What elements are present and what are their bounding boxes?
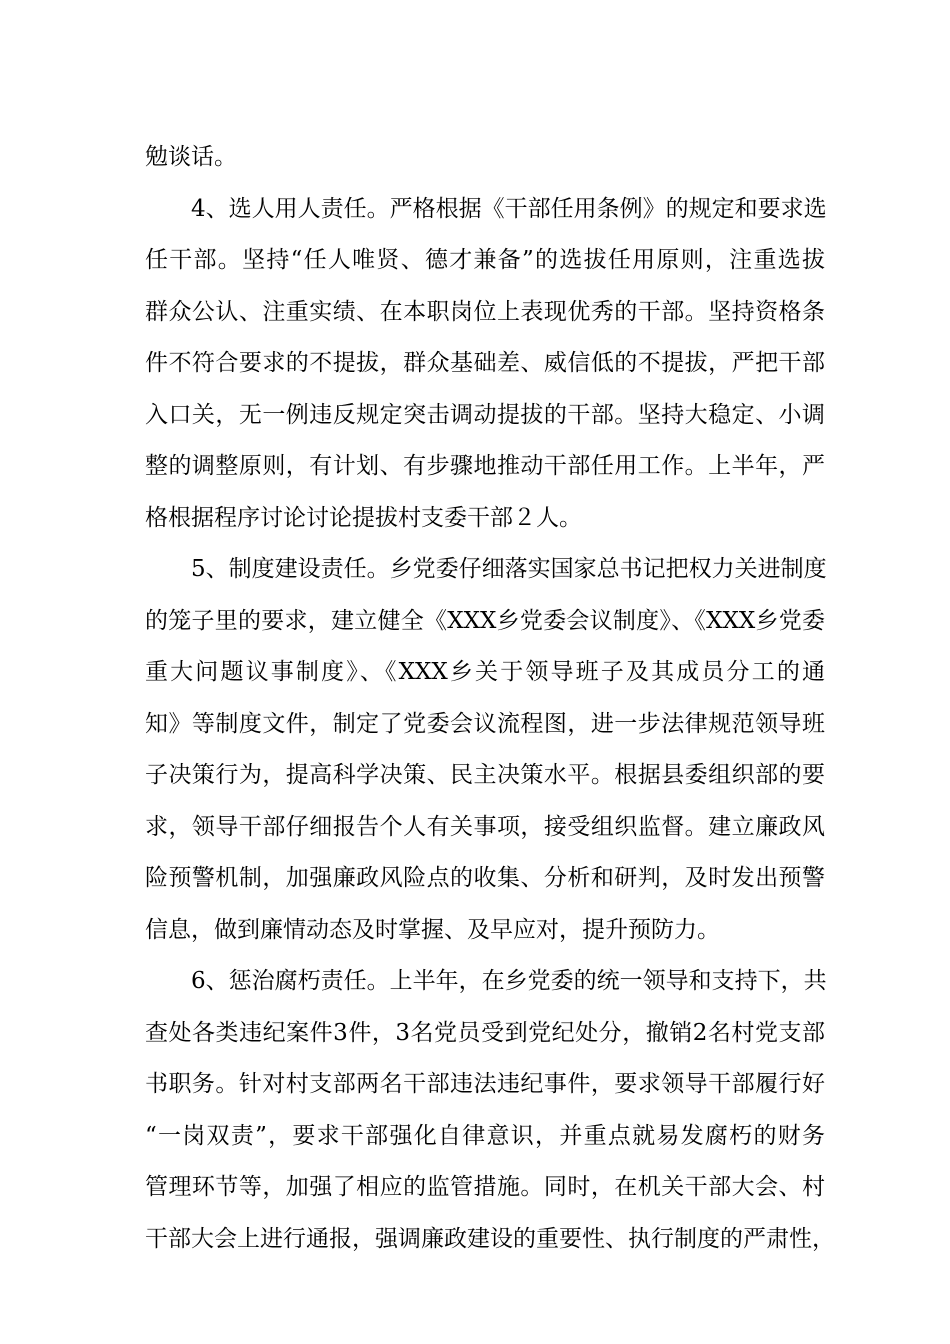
text-line: 6、惩治腐朽责任。上半年，在乡党委的统一领导和支持下，共 bbox=[191, 968, 827, 994]
text-line: 重大问题议事制度》、《XXX乡关于领导班子及其成员分工的通 bbox=[145, 659, 825, 685]
text-line: 任干部。坚持“任人唯贤、德才兼备”的选拔任用原则，注重选拔 bbox=[145, 247, 825, 273]
text-line: 知》等制度文件，制定了党委会议流程图，进一步法律规范领导班 bbox=[145, 710, 825, 737]
text-line: “一岗双责”，要求干部强化自律意识，并重点就易发腐朽的财务 bbox=[145, 1122, 825, 1149]
paragraph bbox=[145, 132, 825, 184]
paragraph bbox=[145, 544, 825, 956]
text-line: 信息，做到廉情动态及时掌握、及早应对，提升预防力。 bbox=[145, 916, 720, 943]
paragraph bbox=[145, 956, 835, 1265]
document-body bbox=[145, 132, 835, 1265]
text-line: 整的调整原则，有计划、有步骤地推动干部任用工作。上半年，严 bbox=[145, 453, 825, 479]
text-line: 5、制度建设责任。乡党委仔细落实国家总书记把权力关进制度 bbox=[191, 556, 827, 582]
text-line: 查处各类违纪案件3件，3名党员受到党纪处分，撤销2名村党支部 bbox=[145, 1019, 825, 1046]
text-line: 险预警机制，加强廉政风险点的收集、分析和研判，及时发出预警 bbox=[145, 865, 825, 891]
text-line: 管理环节等，加强了相应的监管措施。同时，在机关干部大会、村 bbox=[145, 1174, 825, 1200]
text-line: 的笼子里的要求，建立健全《XXX乡党委会议制度》、《XXX乡党委 bbox=[145, 607, 825, 634]
text-line: 求，领导干部仔细报告个人有关事项，接受组织监督。建立廉政风 bbox=[145, 813, 825, 840]
text-line: 干部大会上进行通报，强调廉政建设的重要性、执行制度的严肃性， bbox=[145, 1225, 835, 1252]
text-line: 群众公认、注重实绩、在本职岗位上表现优秀的干部。坚持资格条 bbox=[145, 298, 825, 325]
text-line: 勉谈话。 bbox=[145, 144, 237, 170]
text-line: 子决策行为，提高科学决策、民主决策水平。根据县委组织部的要 bbox=[145, 762, 825, 788]
paragraph bbox=[145, 184, 825, 545]
text-line: 件不符合要求的不提拔，群众基础差、威信低的不提拔，严把干部 bbox=[145, 350, 825, 376]
text-line: 4、选人用人责任。严格根据《干部任用条例》的规定和要求选 bbox=[191, 195, 827, 222]
text-line: 格根据程序讨论讨论提拔村支委干部２人。 bbox=[145, 504, 582, 531]
text-line: 入口关，无一例违反规定突击调动提拔的干部。坚持大稳定、小调 bbox=[145, 401, 825, 428]
text-line: 书职务。针对村支部两名干部违法违纪事件，要求领导干部履行好 bbox=[145, 1071, 825, 1097]
